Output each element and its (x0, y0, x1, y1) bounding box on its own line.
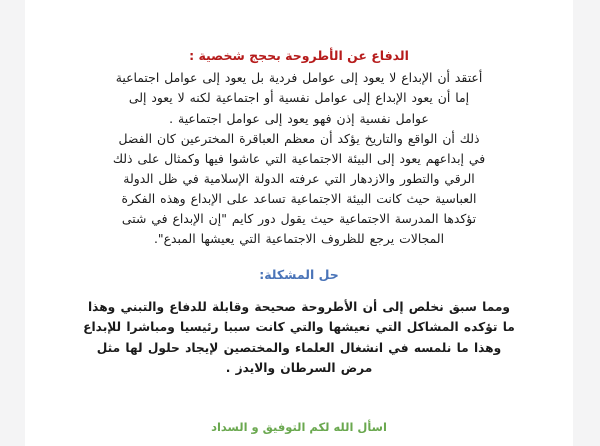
paragraph-line: الرقي والتطور والازدهار التي عرفته الدولة الإسلامية في ظل الدولة (123, 170, 475, 186)
closing-blessing-line: اسأل الله لكم التوفيق و السداد (211, 419, 387, 434)
paragraph-line: أعتقد أن الإبداع لا يعود إلى عوامل فردية بل يعود إلى عوامل اجتماعية (115, 70, 483, 86)
paragraph-line: ما تؤكده المشاكل التي نعيشها والتي كانت سببا رئيسيا ومباشرا للإبداع (83, 320, 515, 335)
page-title: الدفاع عن الأطروحة بحجج شخصية : (189, 48, 409, 63)
paragraph-line: ومما سبق نخلص إلى أن الأطروحة صحيحة وقابلة للدفاع والتبني وهذا (87, 299, 511, 314)
paragraph-line: عوامل نفسية إذن فهو يعود إلى عوامل اجتماعية . (169, 110, 429, 126)
paragraph-line: في إبداعهم يعود إلى البيئة الاجتماعية التي عاشوا فيها وكمثال على ذلك (112, 150, 486, 166)
paragraph-line: مرض السرطان والايدز . (225, 361, 373, 376)
heading-spacer (73, 285, 525, 297)
paragraph-defense-of-thesis (73, 68, 525, 249)
section-heading-solution: حل المشكلة: (259, 267, 339, 283)
paragraph-line: المجالات يرجع للظروف الاجتماعية التي يعيشها المبدع". (153, 231, 445, 247)
footer-spacer (73, 379, 525, 419)
document-page (25, 0, 573, 446)
paragraph-line: ذلك أن الواقع والتاريخ يؤكد أن معظم العباقرة المخترعين كان الفضل (118, 130, 480, 146)
paragraph-line: العباسية حيث كانت البيئة الاجتماعية تساعد على الإبداع وهذه الفكرة (121, 190, 477, 206)
paragraph-line: وهذا ما نلمسه في انشغال العلماء والمختصين لإيجاد حلول لها مثل (96, 340, 502, 355)
document-content (25, 0, 573, 436)
section-spacer (73, 249, 525, 266)
paragraph-solution (73, 297, 525, 379)
paragraph-line: إما أن يعود الإبداع إلى عوامل نفسية أو اجتماعية لكنه لا يعود إلى (128, 90, 470, 106)
paragraph-line: تؤكدها المدرسة الاجتماعية حيث يقول دور كايم "إن الإبداع في شتى (121, 211, 477, 227)
